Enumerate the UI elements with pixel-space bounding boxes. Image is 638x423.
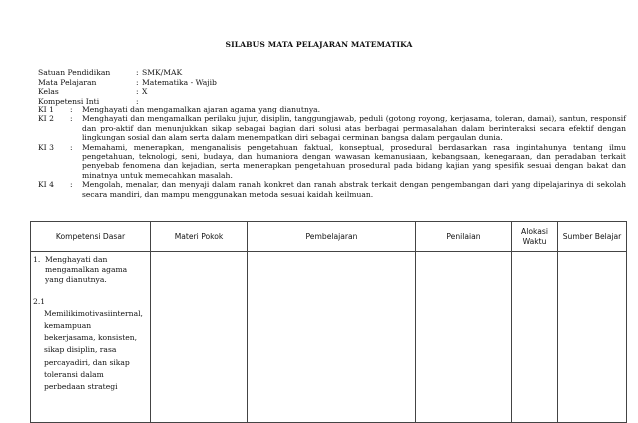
ki-row-3 [38,143,626,181]
ki-code: KI 1 [38,105,54,114]
meta-label: Kompetensi Inti [38,96,100,106]
table-header-row [31,222,627,252]
cell-materi-pokok [151,252,248,423]
cell-penilaian [416,252,512,423]
cell-alokasi-waktu [512,252,558,423]
header-penilaian: Penilaian [416,222,512,252]
cell-kompetensi-dasar [31,252,151,423]
ki-code: KI 3 [38,142,54,152]
kd-item-1 [31,252,150,286]
kd-number: 1. [33,255,41,264]
document-title: SILABUS MATA PELAJARAN MATEMATIKA [225,40,413,49]
cell-pembelajaran [248,252,416,423]
ki-colon: : [70,180,73,190]
ki-text: Mengolah, menalar, dan menyaji dalam ranah konkret dan ranah abstrak terkait dengan pengembangan dari yang dipelajarinya di sekolah secara mandiri, dan mampu menggunakan metoda sesuai kaidah keilmuan. [82,180,626,199]
meta-value: X [142,87,148,97]
meta-colon: : [136,77,139,87]
meta-value: SMK/MAK [142,68,183,77]
meta-colon: : [136,68,139,77]
identity-block [38,68,217,106]
kd-text: Memilikimotivasiinternal, kemampuan bekerjasama, konsisten, sikap disiplin, rasa percayadiri, dan sikap toleransi dalam perbedaan strategi [44,308,143,392]
ki-row-2 [38,114,626,142]
header-alokasi-waktu: Alokasi Waktu [512,222,558,252]
header-materi-pokok: Materi Pokok [151,222,248,252]
header-sumber-belajar: Sumber Belajar [558,222,627,252]
header-pembelajaran: Pembelajaran [248,222,416,252]
meta-row-satuan [38,68,217,78]
kompetensi-inti-list [38,105,626,199]
ki-text: Menghayati dan mengamalkan ajaran agama yang dianutnya. [82,105,321,114]
ki-row-4 [38,180,626,199]
kd-item-2 [31,286,150,394]
ki-code: KI 4 [38,180,54,190]
kd-number: 2.1 [33,296,46,306]
meta-row-kelas [38,87,217,97]
ki-row-1 [38,105,626,114]
table-row [31,252,627,423]
kd-text: Menghayati dan mengamalkan agama yang dianutnya. [45,255,128,285]
cell-sumber-belajar [558,252,627,423]
meta-colon: : [136,87,139,97]
meta-value: Matematika - Wajib [142,77,217,87]
meta-label: Satuan Pendidikan [38,68,111,77]
ki-code: KI 2 [38,114,54,124]
ki-text: Menghayati dan mengamalkan perilaku jujur, disiplin, tanggungjawab, peduli (gotong royong, kerjasama, toleran, damai), santun, responsif dan pro-aktif dan menunjukkan sikap sebagai bagian dari solusi atas berbagai permasalahan dalam berinteraksi secara efektif dengan lingkungan sosial dan alam serta dalam menempatkan diri sebagai cerminan bangsa dalam pergaulan dunia. [82,114,626,143]
syllabus-table [30,221,627,423]
ki-colon: : [70,105,73,114]
ki-text: Memahami, menerapkan, menganalisis pengetahuan faktual, konseptual, prosedural berdasarkan rasa ingintahunya tentang ilmu pengetahuan, teknologi, seni, budaya, dan humaniora dengan wawasan kemanusiaan, kebangsaan, kenegaraan, dan peradaban terkait penyebab fenomena dan kejadian, serta menerapkan pengetahuan prosedural pada bidang kajian yang spesifik sesuai dengan bakat dan minatnya untuk memecahkan masalah. [82,142,626,180]
header-kompetensi-dasar: Kompetensi Dasar [31,222,151,252]
meta-row-mapel [38,78,217,88]
ki-colon: : [70,142,73,152]
meta-label: Mata Pelajaran [38,77,97,87]
meta-label: Kelas [38,87,59,97]
ki-colon: : [70,114,73,124]
meta-colon: : [136,96,139,106]
